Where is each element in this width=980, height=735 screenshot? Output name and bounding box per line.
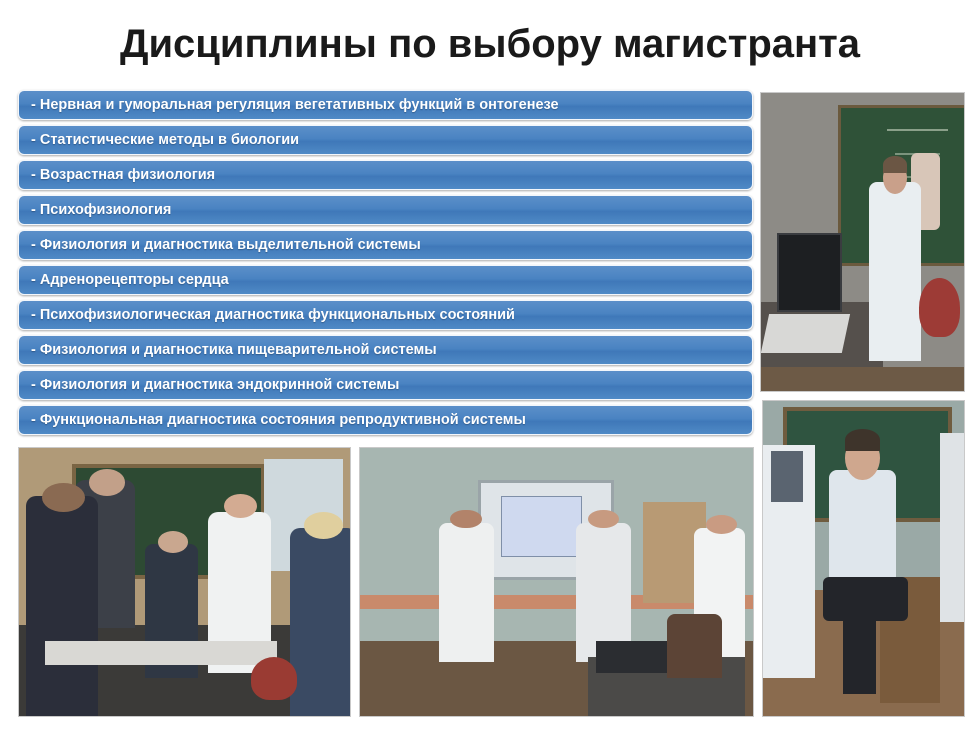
photo-layer-person — [26, 496, 99, 716]
photo-layer-laptop — [596, 641, 667, 673]
photo-layer-scarf — [771, 451, 803, 501]
page-title: Дисциплины по выбору магистранта — [119, 22, 861, 66]
photo-layer-heart-model — [251, 657, 297, 700]
photo-layer-chalk-line — [887, 129, 948, 131]
photo-layer-monitor — [777, 233, 842, 312]
photo-layer-head — [89, 469, 125, 496]
photo-layer-person-lab-coat — [439, 523, 494, 662]
photo-layer-hair — [845, 429, 879, 451]
list-item — [18, 90, 753, 120]
list-item-label: - Функциональная диагностика состояния репродуктивной системы — [31, 412, 526, 428]
list-item — [18, 195, 753, 225]
photo-layer-projected-slide — [501, 496, 582, 557]
list-item-label: - Нервная и гуморальная регуляция вегетативных функций в онтогенезе — [31, 97, 559, 113]
photo-layer-person — [290, 528, 351, 716]
list-item — [18, 265, 753, 295]
photo-layer-head — [224, 494, 257, 518]
photo-layer-person-lab-coat — [940, 433, 965, 622]
list-item-label: - Адренорецепторы сердца — [31, 272, 229, 288]
teacher-at-blackboard-photo — [760, 92, 965, 392]
students-lab-equipment-photo — [18, 447, 351, 717]
presentation-classroom-photo — [359, 447, 754, 717]
photo-layer-leg — [843, 615, 875, 694]
photo-layer-laptop — [761, 314, 850, 353]
list-item — [18, 335, 753, 365]
photo-layer-heart-model — [919, 278, 960, 338]
list-item — [18, 300, 753, 330]
photo-layer-lab-coat — [869, 182, 922, 361]
photo-layer-head — [158, 531, 188, 552]
list-item-label: - Возрастная физиология — [31, 167, 216, 183]
list-item-label: - Физиология и диагностика пищеварительной системы — [31, 342, 437, 358]
list-item — [18, 370, 753, 400]
list-item — [18, 125, 753, 155]
photo-layer-seated-person — [829, 470, 895, 583]
photo-layer-hair — [883, 156, 907, 174]
photo-layer-head — [706, 515, 737, 534]
list-item — [18, 160, 753, 190]
list-item — [18, 230, 753, 260]
list-item-label: - Психофизиология — [31, 202, 172, 218]
list-item — [18, 405, 753, 435]
list-item-label: - Психофизиологическая диагностика функциональных состояний — [31, 307, 515, 323]
photo-layer-seated-person — [667, 614, 722, 678]
photo-layer-floor — [761, 367, 964, 391]
photo-layer-head — [450, 510, 481, 529]
list-item-label: - Статистические методы в биологии — [31, 132, 300, 148]
list-item-label: - Физиология и диагностика эндокринной системы — [31, 377, 400, 393]
list-item-label: - Физиология и диагностика выделительной системы — [31, 237, 421, 253]
discipline-list — [18, 90, 753, 440]
photo-layer-equipment — [45, 641, 277, 665]
seated-student-testing-photo — [762, 400, 965, 717]
